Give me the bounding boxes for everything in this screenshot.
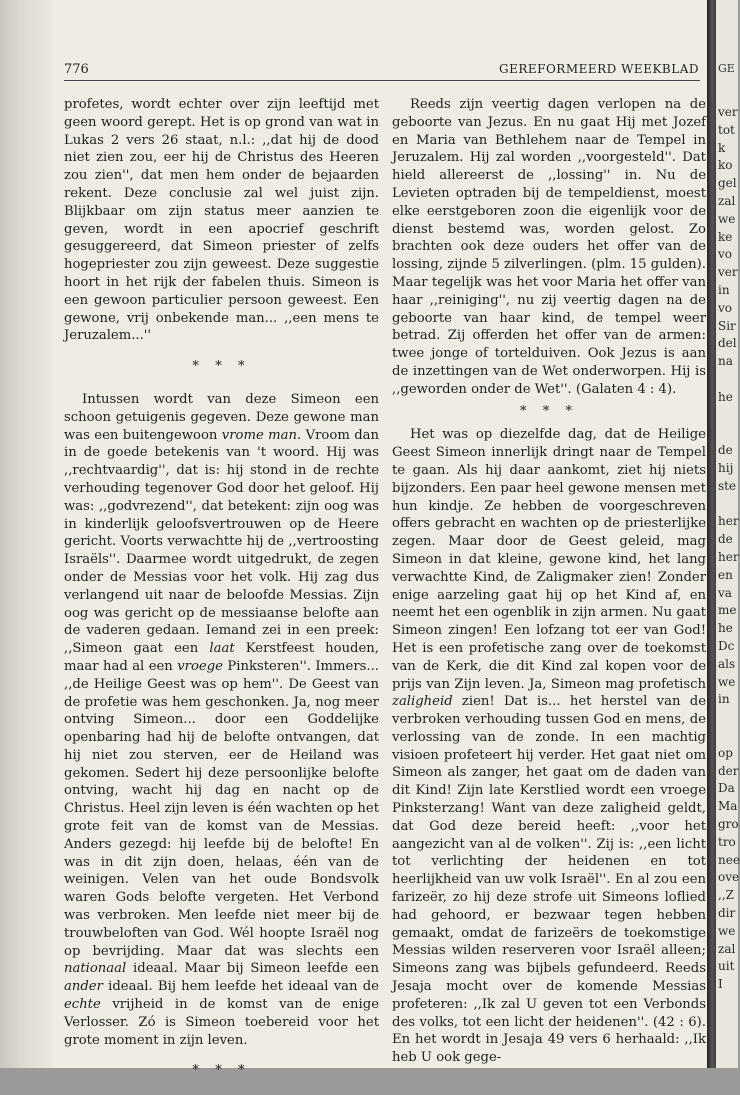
paragraph: Reeds zijn veertig dagen verlopen na de geboorte van Jezus. En nu gaat Hij met Jozef en Maria van Bethlehem naar de Tempel in Jeruzalem. Hij zal worden ,,voorgesteld''. Dat hield allereerst de ,,lossing'' in. Nu de Levieten optraden bij de tempeldienst, moest elke eerstgeboren zoon die eigenlijk voor de dienst bestemd was, worden gelost. Zo brachten ook deze ouders het offer van de lossing, zijnde 5 zilverlingen. (plm. 15 gulden). Maar tegelijk was het voor Maria het offer van haar ,,reiniging'', nu zij veertig dagen na de geboorte van haar kind, de tempel weer betrad. Zij offerden het offer van de armen: twee jonge of tortelduiven. Ook Jezus is aan de inzettingen van de Wet onderworpen. Hij is ,,geworden onder de Wet''. (Galaten 4 : 4).: [392, 97, 706, 397]
next-page-fragment: dir: [718, 906, 736, 920]
next-page-running-head: GE: [718, 62, 735, 75]
paragraph: profetes, wordt echter over zijn leeftijd met geen woord gerept. Het is op grond van wat in Lukas 2 vers 26 staat, n.l.: ,,dat hij de dood niet zien zou, eer hij de Christus des Heeren zou zien'', dat men hem onder de bejaarden rekent. Deze conclusie zal wel juist zijn. Blijkbaar om zijn status meer aanzien te geven, wordt in een apocrief geschrift gesuggereerd, dat Simeon priester of zelfs hogepriester zou zijn geweest. Deze suggestie hoort in het rijk der fabelen thuis. Simeon is een gewoon particulier persoon geweest. Een gewone, vrij onbekende man... ,,een mens te Jeruzalem...'': [64, 97, 379, 344]
next-page-fragment: Sir: [718, 318, 736, 333]
paragraph: Het was op diezelfde dag, dat de Heilige Geest Simeon innerlijk dringt naar de Tempel te gaan. Als hij daar aankomt, ziet hij niets bijzonders. Een paar heel gewone mensen met hun kindje. Ze hebben de voorgeschreven offers gebracht en wachten op de priesterlijke zegen. Maar door de Geest geleid, mag Simeon in dat kleine, gewone kind, het lang verwachtte Kind, de Zaligmaker zien! Zonder enige aarzeling gaat hij op het Kind af, en neemt het een ogenblik in zijn armen. Nu gaat Simeon zingen! Een lofzang tot eer van God! Het is een profetische zang over de toekomst van de Kerk, die dit Kind zal kopen voor de prijs van Zijn leven. Ja, Simeon mag profetisch zaligheid zien! Dat is... het herstel van de verbroken verhouding tussen God en mens, de verlossing van de zonde. In een machtig visioen profeteert hij verder. Het gaat niet om Simeon als zanger, het gaat om de daden van dit Kind! Zijn late Kerstlied wordt een vroege Pinksterzang! Want van deze zaligheid geldt, dat God deze bereid heeft: ,,voor het aangezicht van al de volken''. Zij is: ,,een licht tot verlichting der heidenen en tot heerlijkheid van uw volk Israël''. En al zou een farizeër, zo hij deze strofe uit Simeons loflied had gehoord, er bezwaar tegen hebben gemaakt, omdat de farizeërs de toekomstige Messias wilden reserveren voor Israël alleen; Simeons zang was bijbels gefundeerd. Reeds Jesaja mocht over de komende Messias profeteren: ,,Ik zal U geven tot een Verbonds des volks, tot een licht der heidenen''. (42 : 6). En het wordt in Jesaja 49 vers 6 herhaald: ,,Ik heb U ook gege-: [392, 427, 706, 1066]
running-head: GEREFORMEERD WEEKBLAD: [498, 62, 699, 76]
header-rule: [64, 80, 700, 81]
next-page-fragment: we: [718, 674, 736, 689]
next-page-fragment: we: [718, 923, 736, 938]
section-divider: * * *: [192, 1063, 251, 1079]
next-page-fragment: Da: [718, 781, 735, 796]
next-page-fragment: der: [718, 763, 739, 778]
next-page-fragment: vo: [718, 247, 733, 262]
next-page-fragment: Dc: [718, 639, 735, 653]
page-header: [64, 60, 707, 82]
next-page-fragment: ove: [718, 870, 740, 885]
next-page-fragment: ke: [718, 229, 733, 244]
next-page-fragment: I: [718, 977, 723, 992]
next-page-edge: [716, 0, 738, 1068]
next-page-fragment: en: [718, 567, 733, 582]
next-page-fragment: hij: [718, 461, 734, 475]
section-divider: * * *: [192, 359, 251, 375]
next-page-fragment: ,,Z: [718, 888, 734, 903]
next-page-fragment: he: [718, 389, 733, 404]
next-page-fragment: va: [718, 585, 732, 600]
next-page-fragment: de: [718, 443, 733, 458]
page-number: 776: [64, 62, 89, 77]
next-page-fragment: zal: [718, 194, 736, 208]
column-left: [64, 96, 379, 1095]
next-page-fragment: her: [718, 514, 739, 529]
next-page-fragment: k: [718, 140, 726, 155]
next-page-fragment: tro: [718, 834, 736, 849]
next-page-fragment: vo: [718, 300, 733, 315]
next-page-fragment: tot: [718, 122, 735, 137]
next-page-fragment: de: [718, 532, 733, 547]
column-right: [392, 96, 706, 1067]
next-page-fragment: nee: [718, 852, 740, 867]
next-page-fragment: als: [718, 656, 736, 671]
next-page-fragment: in: [718, 283, 730, 297]
next-page-fragment: gro: [718, 817, 739, 831]
next-page-fragment: me: [718, 603, 737, 618]
paragraph: Intussen wordt van deze Simeon een schoon getuigenis gegeven. Deze gewone man was een buitengewoon vrome man. Vroom dan in de goede betekenis van 't woord. Hij was ,,rechtvaardig'', dat is: hij stond in de rechte verhouding tegenover God door het geloof. Hij was: ,,godvrezend'', dat betekent: zijn oog was in kinderlijk geloofsvertrouwen op de Heere gericht. Voorts verwachtte hij de ,,vertroosting Israëls''. Daarmee wordt uitgedrukt, de zegen onder de Messias voor het volk. Hij zag dus verlangend uit naar de beloofde Messias. Zijn oog was gericht op de messiaanse belofte aan de vaderen gedaan. Iemand zei in een preek: ,,Simeon gaat een laat Kerstfeest houden, maar had al een vroege Pinksteren''. Immers... ,,de Heilige Geest was op hem''. De Geest van de profetie was hem geschonken. Ja, nog meer ontving Simeon... door een Goddelijke openbaring had hij de belofte ontvangen, dat hij niet zou sterven, eer de Heiland was gekomen. Sedert hij deze persoonlijke belofte ontving, wacht hij dag en nacht op de Christus. Heel zijn leven is één wachten op het grote feit van de komst van de Messias. Anders gezegd: hij leefde bij de belofte! En was in dit zijn doen, helaas, één van de weinigen. Velen van het oude Bondsvolk waren Gods belofte vergeten. Het Verbond was verbroken. Men leefde niet meer bij de trouwbeloften van God. Wél hoopte Israël nog op bevrijding. Maar dat was slechts een nationaal ideaal. Maar bij Simeon leefde een ander ideaal. Bij hem leefde het ideaal van de echte vrijheid in de komst van de enige Verlosser. Zó is Simeon toebereid voor het grote moment in zijn leven.: [64, 391, 380, 1048]
next-page-fragment: ver: [718, 265, 738, 280]
next-page-fragment: ste: [718, 478, 737, 493]
next-page-fragment: zal: [718, 941, 736, 956]
page-binding-shadow: [0, 0, 52, 1068]
section-divider: * * *: [519, 403, 579, 419]
next-page-fragment: na: [718, 354, 733, 369]
next-page-fragment: del: [718, 336, 737, 351]
next-page-fragment: Ma: [718, 799, 738, 814]
next-page-fragment: we: [718, 211, 736, 226]
next-page-fragment: he: [718, 621, 733, 636]
next-page-fragment: ko: [718, 158, 733, 173]
next-page-fragment: ver: [718, 105, 738, 119]
next-page-fragment: uit: [718, 959, 735, 974]
next-page-fragment: her: [718, 550, 739, 564]
next-page-fragment: gel: [718, 176, 737, 191]
next-page-fragment: in: [718, 692, 730, 707]
next-page-fragment: op: [718, 745, 733, 760]
